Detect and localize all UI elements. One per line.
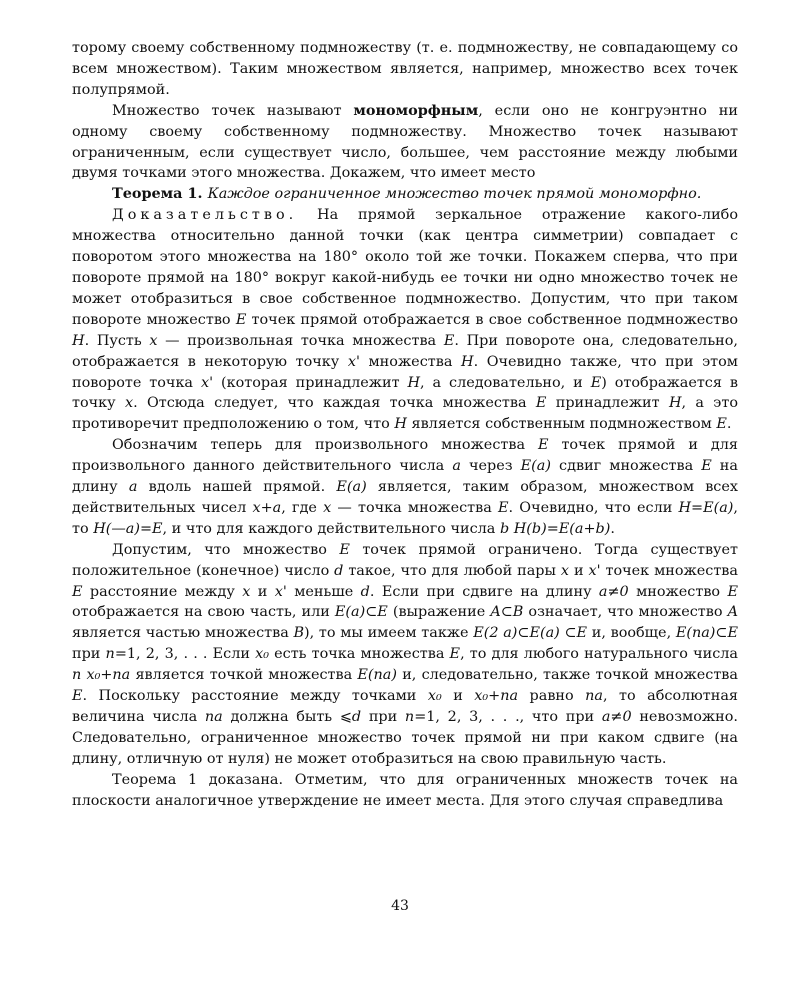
text-run: . Очевидно также, что при этом повороте точка [72,353,738,391]
text-run: H(b)=E(a+b) [513,520,611,537]
text-run: . Отсюда следует, что каждая точка множества [133,395,536,412]
text-run: точек прямой отображается в свое собственное подмножество [246,311,738,328]
text-run: E [535,395,547,412]
text-run: b [499,520,510,537]
text-run: E(na) [357,667,397,684]
text-run: E [716,416,727,433]
text-run: E [72,688,83,705]
text-run: x+a [252,499,282,516]
text-run: Обозначим теперь для произвольного множества [112,437,538,454]
text-run: H=E(a) [678,499,734,516]
text-run: E(a) [336,479,367,496]
text-run: Доказательство. [112,207,298,224]
text-run: A [727,604,738,621]
text-run: E [701,458,712,475]
text-run: невозможно. Следовательно, ограниченное множество точек прямой ни при каком сдвиге (на длину, отличную от нуля) не может отобразиться на свою правильную часть. [72,709,738,767]
text-run: E(2 a)⊂E(a) ⊂E [473,625,588,642]
text-run: и, следовательно, также точкой множества [397,667,738,684]
text-run: x' [588,562,601,579]
text-run: (выражение [387,604,491,621]
text-run: a≠0 [601,709,632,725]
text-run: E [72,583,83,600]
text-run: E [443,332,455,349]
paragraph-conclusion [72,770,738,812]
text-run: является собственным подмножеством [406,416,717,433]
text-run: x' [200,374,214,391]
text-run: x' [347,353,360,370]
text-run: x [323,499,332,516]
text-run: na [204,709,223,725]
text-run: na [585,688,604,705]
text-run: , то абсолютная величина числа [72,688,738,725]
proof-paragraph [72,205,738,435]
text-run: Теорема 1 доказана. Отметим, что для ограниченных множеств точек на плоскости аналогичное утверждение не имеет места. Для этого случая справедлива [72,771,738,809]
text-run: — произвольная точка множества [157,332,444,349]
paragraph-2 [72,101,738,185]
text-run: ), то мы имеем также [304,625,474,642]
text-run: (которая принадлежит [213,374,408,391]
text-run: при [72,646,106,663]
text-run: x [124,395,134,412]
text-run: и [250,583,275,600]
text-run: a [128,479,138,496]
text-run: при [361,709,405,725]
text-run: E(a) [520,458,551,475]
text-run: H [394,416,407,433]
text-run: должна быть ⩽ [222,709,352,725]
text-run: H [668,395,682,412]
text-run: На прямой зеркальное отражение какого-либо множества относительно данной точки (как центра симметрии) совпадает с поворотом этого множества на 180° около той же точки. Покажем сперва, что при повороте прямой на 180° вокруг какой-нибудь ее точки ни одно множество точек не может отобразиться в свое собственное подмножество. Допустим, что при таком повороте множество [72,207,738,328]
text-run: и [441,688,475,705]
text-run: Теорема 1. [112,185,208,203]
text-run: x₀ [255,646,269,663]
paragraph-shift-notation [72,435,738,540]
text-run: E [590,374,602,391]
text-run: x [149,332,158,349]
text-run: является, таким образом, множеством всех действительных чисел [72,479,738,516]
text-run: , то [72,499,738,537]
text-run: отображается на свою часть, или [72,604,335,621]
text-run: E [498,499,509,516]
page-text [72,38,738,812]
text-run: и, вообще, [587,625,676,642]
text-run: вдоль нашей прямой. [137,479,337,496]
text-run: и [569,562,589,579]
text-run: x [242,583,251,600]
text-run: E [339,541,350,558]
text-run: x' [274,583,287,600]
text-run: сдвиг множества [550,458,702,475]
text-run: множество [628,583,728,600]
text-run: Допустим, что множество [112,541,340,558]
text-run: является частью множества [72,625,294,642]
text-run: n [105,646,115,663]
text-run: n [404,709,415,725]
text-run: n x₀+na [72,667,131,684]
text-run: . [726,416,732,433]
text-run: точек прямой и для произвольного данного действительного числа [72,437,738,475]
text-run: точек множества [600,562,738,579]
text-run: E [537,437,549,454]
text-run: множества [359,353,461,370]
text-run: a [452,458,461,475]
text-run: Множество точек называют [112,102,354,119]
text-run: H [407,374,421,391]
text-run: , где [281,499,324,516]
theorem-1-statement [72,184,738,205]
paragraph-bounded-set [72,540,738,770]
text-run: , а следовательно, и [420,374,591,391]
text-run: через [460,458,521,475]
text-run: мономорфным [353,101,479,119]
text-run: x₀+na [474,688,519,705]
text-run: E [449,646,461,663]
text-run: , и что для каждого действительного числа [162,520,500,537]
text-run: H [461,353,474,370]
text-run: означает, что множество [523,604,728,621]
text-run: H(—a)=E [93,520,163,537]
text-run: . [610,520,615,537]
text-run: равно [518,688,586,705]
page-number: 43 [391,898,409,914]
text-run: ) отображается в точку [72,374,738,412]
text-run: d [351,709,362,725]
text-run: , то для любого натурального числа [460,646,738,663]
text-run: точек прямой ограничено. Тогда существует положительное (конечное) число [72,541,738,579]
text-run: Каждое ограниченное множество точек прямой мономорфно. [207,186,702,203]
text-run: является точкой множества [130,667,358,684]
text-run: E(a)⊂E [334,604,388,621]
text-run: A⊂B [490,604,524,621]
text-run: торому своему собственному подмножеству (т. е. подмножеству, не совпадающему со всем множеством). Таким множеством является, например, множество всех точек полупрямой. [72,40,738,98]
text-run: меньше [286,583,361,600]
paragraph-1 [72,38,738,101]
text-run: , если оно не конгруэнтно ни одному своему собственному подмножеству. Множество точек называют ограниченным, если существует число, большее, чем расстояние между любыми двумя точками этого множества. Докажем, что имеет место [72,102,738,182]
text-run: на длину [72,458,738,496]
text-run: расстояние между [82,583,243,600]
text-run: =1, 2, 3, . . . Если [114,646,256,663]
text-run: — точка множества [331,499,498,516]
text-run: E(na)⊂E [675,625,738,642]
text-run: d [334,562,344,579]
text-run: . Если при сдвиге на длину [369,583,599,600]
text-run: . Поскольку расстояние между точками [82,688,428,705]
text-run: E [727,583,738,600]
text-run: H [72,332,85,349]
text-run: есть точка множества [268,646,450,663]
text-run: принадлежит [546,395,669,412]
text-run: B [293,625,305,642]
text-run: . Пусть [84,332,150,349]
text-run: такое, что для любой пары [343,562,561,579]
text-run: x [560,562,570,579]
text-run: E [235,311,247,328]
text-run: x₀ [427,688,442,705]
text-run: a≠0 [598,583,629,600]
text-run: d [360,583,370,600]
text-run: , а это противоречит предположению о том, что [72,395,738,433]
text-run: =1, 2, 3, . . ., что при [414,709,602,725]
text-run: . Очевидно, что если [508,499,679,516]
text-run: . При повороте она, следовательно, отображается в некоторую точку [72,332,738,370]
